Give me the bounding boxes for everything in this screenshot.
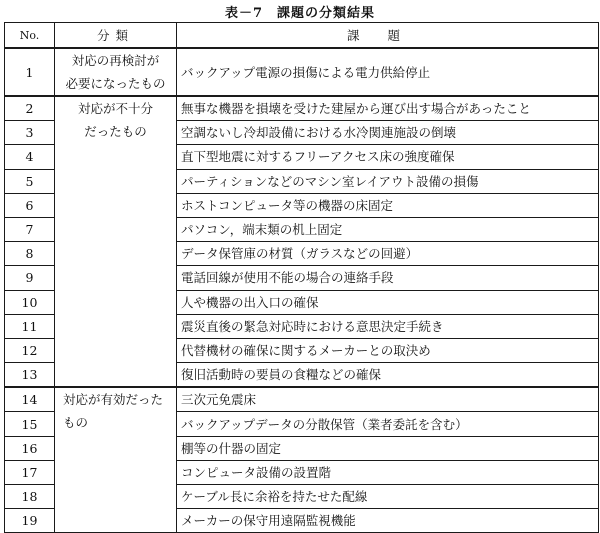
issue-text: 震災直後の緊急対応時における意思決定手続き [177, 314, 599, 338]
row-number: 10 [5, 290, 55, 314]
table-body [5, 48, 599, 533]
issue-text: パソコン，端末類の机上固定 [177, 217, 599, 241]
table-header-row [5, 23, 599, 49]
row-number: 19 [5, 509, 55, 533]
category-line: 必要になったもの [65, 76, 166, 91]
header-issue: 課題 [177, 23, 599, 49]
category-cell [55, 48, 177, 96]
row-number: 17 [5, 460, 55, 484]
issue-text: パーティションなどのマシン室レイアウト設備の損傷 [177, 169, 599, 193]
row-number: 16 [5, 436, 55, 460]
issue-text: 三次元免震床 [177, 387, 599, 412]
issue-text: 直下型地震に対するフリーアクセス床の強度確保 [177, 145, 599, 169]
row-number: 12 [5, 338, 55, 362]
row-number: 13 [5, 363, 55, 388]
row-number: 9 [5, 266, 55, 290]
row-number: 18 [5, 485, 55, 509]
category-line: だったもの [84, 124, 147, 139]
row-number: 15 [5, 412, 55, 436]
row-number: 3 [5, 121, 55, 145]
table-row [5, 48, 599, 96]
row-number: 8 [5, 242, 55, 266]
issue-text: 無事な機器を損壊を受けた建屋から運び出す場合があったこと [177, 96, 599, 121]
issue-text: 代替機材の確保に関するメーカーとの取決め [177, 338, 599, 362]
row-number: 7 [5, 217, 55, 241]
category-line: 対応の再検討が [71, 53, 160, 68]
row-number: 1 [5, 48, 55, 96]
issue-text: バックアップ電源の損傷による電力供給停止 [177, 48, 599, 96]
category-line: もの [63, 415, 89, 431]
issue-text: 復旧活動時の要員の食糧などの確保 [177, 363, 599, 388]
issue-text: ケーブル長に余裕を持たせた配線 [177, 485, 599, 509]
category-line: 対応が有効だった [63, 392, 164, 408]
category-cell [55, 96, 177, 387]
issue-text: メーカーの保守用遠隔監視機能 [177, 509, 599, 533]
row-number: 11 [5, 314, 55, 338]
issue-text: バックアップデータの分散保管（業者委託を含む） [177, 412, 599, 436]
issue-text: 電話回線が使用不能の場合の連絡手段 [177, 266, 599, 290]
table-row [5, 96, 599, 121]
table-caption: 表－7 課題の分類結果 [224, 6, 376, 21]
issue-text: 人や機器の出入口の確保 [177, 290, 599, 314]
issue-text: データ保管庫の材質（ガラスなどの回避） [177, 242, 599, 266]
row-number: 4 [5, 145, 55, 169]
category-line: 対応が不十分 [77, 101, 153, 116]
row-number: 5 [5, 169, 55, 193]
row-number: 6 [5, 193, 55, 217]
table-row [5, 387, 599, 412]
issue-text: コンピュータ設備の設置階 [177, 460, 599, 484]
header-category: 分類 [55, 23, 177, 49]
row-number: 2 [5, 96, 55, 121]
header-no: No. [5, 23, 55, 49]
issue-text: 空調ないし冷却設備における水冷関連施設の倒壊 [177, 121, 599, 145]
issue-text: ホストコンピュータ等の機器の床固定 [177, 193, 599, 217]
classification-table [4, 22, 599, 533]
category-cell [55, 387, 177, 533]
issue-text: 棚等の什器の固定 [177, 436, 599, 460]
row-number: 14 [5, 387, 55, 412]
